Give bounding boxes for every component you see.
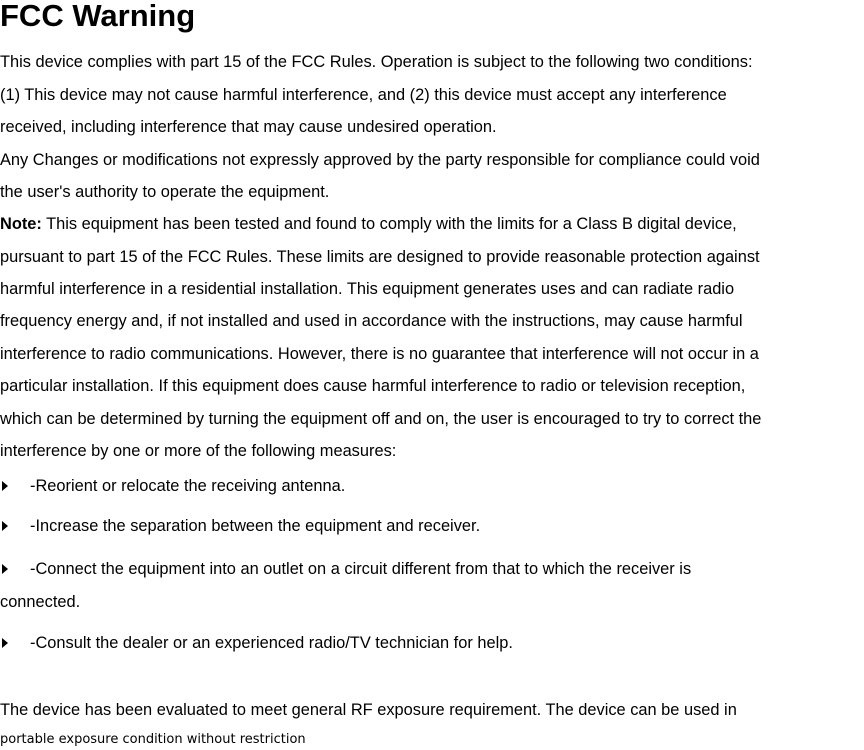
measure-item [0,476,345,496]
measure-item [0,516,480,536]
measure-text: -Increase the separation between the equipment and receiver. [30,517,481,535]
measure-item [0,559,691,579]
note-line: which can be determined by turning the equipment off and on, the user is encouraged to try to correct the [0,410,762,428]
note-line: interference to radio communications. However, there is no guarantee that interference will not occur in a [0,345,759,363]
measure-text: -Consult the dealer or an experienced radio/TV technician for help. [30,634,513,652]
note-label: Note: [0,215,42,233]
paragraph-line: the user's authority to operate the equipment. [0,183,330,201]
bullet-triangle-icon [2,521,8,531]
note-line: interference by one or more of the following measures: [0,442,397,460]
paragraph-line: (1) This device may not cause harmful interference, and (2) this device must accept any interference [0,86,727,104]
note-text: This equipment has been tested and found to comply with the limits for a Class B digital device, [41,215,737,233]
page-title: FCC Warning [0,0,196,33]
note-line: particular installation. If this equipment does cause harmful interference to radio or television reception, [0,377,746,395]
note-line: pursuant to part 15 of the FCC Rules. These limits are designed to provide reasonable protection against [0,248,760,266]
note-first-line [0,214,737,234]
measure-text: -Connect the equipment into an outlet on a circuit different from that to which the receiver is [30,560,692,578]
note-line: frequency energy and, if not installed and used in accordance with the instructions, may cause harmful [0,312,743,330]
paragraph-line: Any Changes or modifications not expressly approved by the party responsible for compliance could void [0,151,760,169]
note-line: harmful interference in a residential installation. This equipment generates uses and can radiate radio [0,280,735,298]
paragraph-line: received, including interference that may cause undesired operation. [0,118,497,136]
measure-continuation: connected. [0,593,81,611]
measure-text: -Reorient or relocate the receiving antenna. [30,477,346,495]
bullet-triangle-icon [2,564,8,574]
rf-exposure-continuation: portable exposure condition without restriction [0,732,306,747]
measure-item [0,633,513,653]
bullet-triangle-icon [2,481,8,491]
rf-exposure-statement: The device has been evaluated to meet general RF exposure requirement. The device can be used in [0,701,737,719]
bullet-triangle-icon [2,638,8,648]
paragraph-line: This device complies with part 15 of the FCC Rules. Operation is subject to the following two conditions: [0,53,753,71]
